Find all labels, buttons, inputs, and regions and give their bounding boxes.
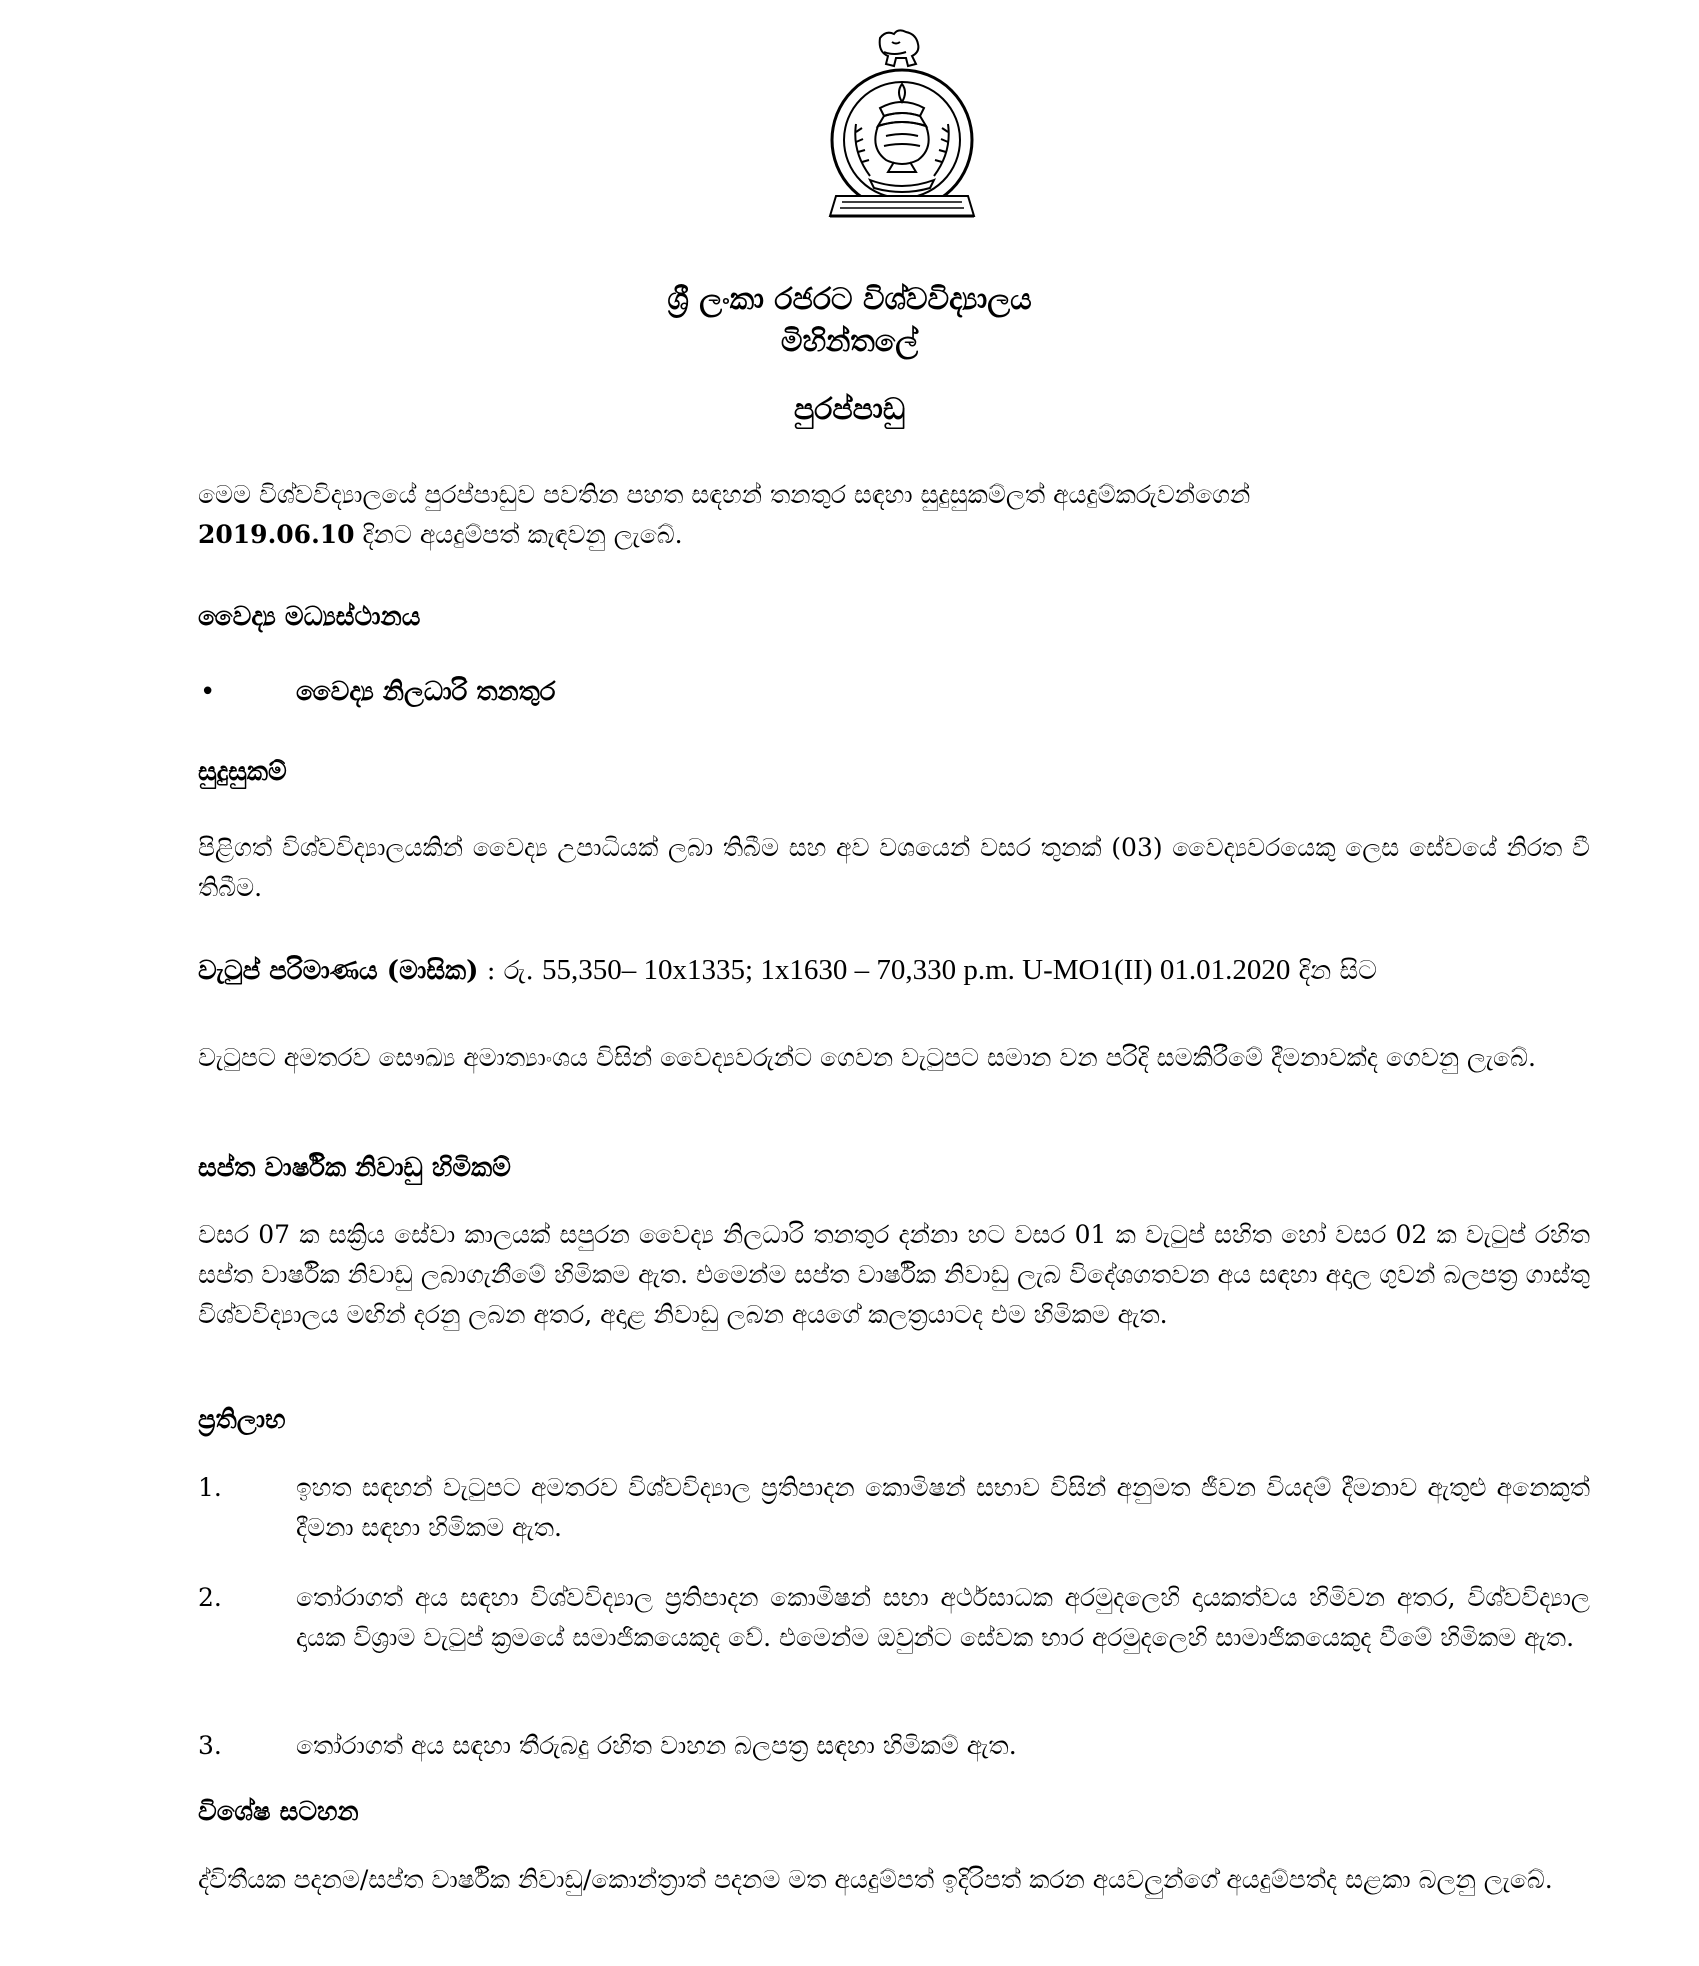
allowance-text: වැටුපට අමතරව සෞඛ්‍ය අමාත්‍යාංශය විසින් වෛද්‍යවරුන්ට ගෙවන වැටුපට සමාන වන පරිදි සමකිරීමේ දීමනාවක්ද ගෙවනු ලැබේ.	[198, 1043, 1536, 1072]
benefit-item: ඉහත සඳහන් වැටුපට අමතරව විශ්වවිද්‍යාල ප්‍රතිපාදන කොමිෂන් සභාව විසින් අනුමත ජීවන වියදම් දීමනාව ඇතුළු අනෙකුත් දීමනා සඳහා හිමිකම ඇත.	[296, 1473, 1590, 1542]
medical-center-heading: වෛද්‍ය මධ්‍යස්ථානය	[198, 602, 421, 632]
benefit-item: තෝරාගත් අය සඳහා තීරුබදු රහිත වාහන බලපත්‍ර සඳහා හිමිකම් ඇත.	[296, 1731, 1017, 1760]
salary-label: වැටුප් පරිමාණය (මාසික)	[198, 956, 479, 986]
qualifications-heading: සුදුසුකම්	[198, 757, 287, 787]
benefit-number: 3.	[198, 1731, 222, 1760]
benefit-number: 2.	[198, 1583, 222, 1612]
salary-scale	[198, 950, 1598, 991]
salary-value: 55,350– 10x1335; 1x1630 – 70,330 p.m. U-MO1(II) 01.01.2020	[542, 954, 1291, 986]
special-note-heading: විශේෂ සටහන	[198, 1797, 359, 1827]
benefit-item: තෝරාගත් අය සඳහා විශ්වවිද්‍යාල ප්‍රතිපාදන කොමිෂන් සභා අර්ථසාධක අරමුදලෙහි දායකත්වය හිමිවන අතර, විශ්වවිද්‍යාල දායක විශ්‍රාම වැටුප් ක්‍රමයේ සමාජිකයෙකුද වේ. එමෙන්ම ඔවුන්ට සේවක භාර අරමුදලෙහි සාමාජිකයෙකුද වීමේ හිමිකම ඇත.	[296, 1583, 1590, 1652]
bullet-icon: •	[200, 677, 216, 707]
qualifications-text: පිළිගත් විශ්වවිද්‍යාලයකින් වෛද්‍ය උපාධියක් ලබා තිබීම සහ අව වශයෙන් වසර තුනක් (03) වෛද්‍යවරයෙකු ලෙස සේවයේ නිරත වී තිබීම.	[198, 833, 1590, 902]
salary-separator: :	[478, 956, 504, 986]
sabbatical-heading: සප්ත වාර්ෂික නිවාඩු හිමිකම්	[198, 1153, 511, 1183]
university-crest-icon	[822, 28, 982, 228]
salary-suffix: දින සිට	[1290, 956, 1377, 986]
notice-title: පුරප්පාඩු	[793, 392, 906, 427]
intro-text-end: දිනට අයදුම්පත් කැඳවනු ලැබේ.	[354, 520, 683, 549]
university-name: ශ්‍රී ලංකා රජරට විශ්වවිද්‍යාලය	[667, 282, 1032, 317]
intro-paragraph	[198, 475, 1590, 555]
benefit-number: 1.	[198, 1473, 222, 1502]
post-title: වෛද්‍ය නිලධාරි තනතුර	[296, 677, 556, 707]
special-note-text: ද්විතීයක පදනම/සප්ත වාර්ෂික නිවාඩු/කොන්ත්‍රාත් පදනම මත අයදුම්පත් ඉදිරිපත් කරන අයවලුන්ගේ අයදුම්පත්ද සළකා බලනු ලැබේ.	[198, 1865, 1553, 1894]
intro-date: 2019.06.10	[198, 520, 355, 549]
salary-currency: රු.	[503, 956, 543, 986]
benefits-heading: ප්‍රතිලාභ	[198, 1405, 286, 1435]
intro-text: මෙම විශ්වවිද්‍යාලයේ පුරප්පාඩුව පවතින පහත සඳහන් තනතුර සඳහා සුදුසුකම්ලත් අයදුම්කරුවන්ගෙන්	[198, 480, 1251, 509]
location-name: මිහින්තලේ	[780, 324, 919, 359]
sabbatical-text: වසර 07 ක සක්‍රිය සේවා කාලයක් සපුරන වෛද්‍ය නිලධාරි තනතුර දන්නා හට වසර 01 ක වැටුප් සහිත හෝ වසර 02 ක වැටුප් රහිත සප්ත වාර්ෂික නිවාඩු ලබාගැනීමේ හිමිකම ඇත. එමෙන්ම සප්ත වාර්ෂික නිවාඩු ලැබ විදේශගතවන අය සඳහා අදාල ගුවන් බලපත්‍ර ගාස්තු විශ්වවිද්‍යාලය මඟින් දරනු ලබන අතර, අදාළ නිවාඩු ලබන අයගේ කලත්‍රයාටද එම හිමිකම ඇත.	[198, 1220, 1590, 1329]
